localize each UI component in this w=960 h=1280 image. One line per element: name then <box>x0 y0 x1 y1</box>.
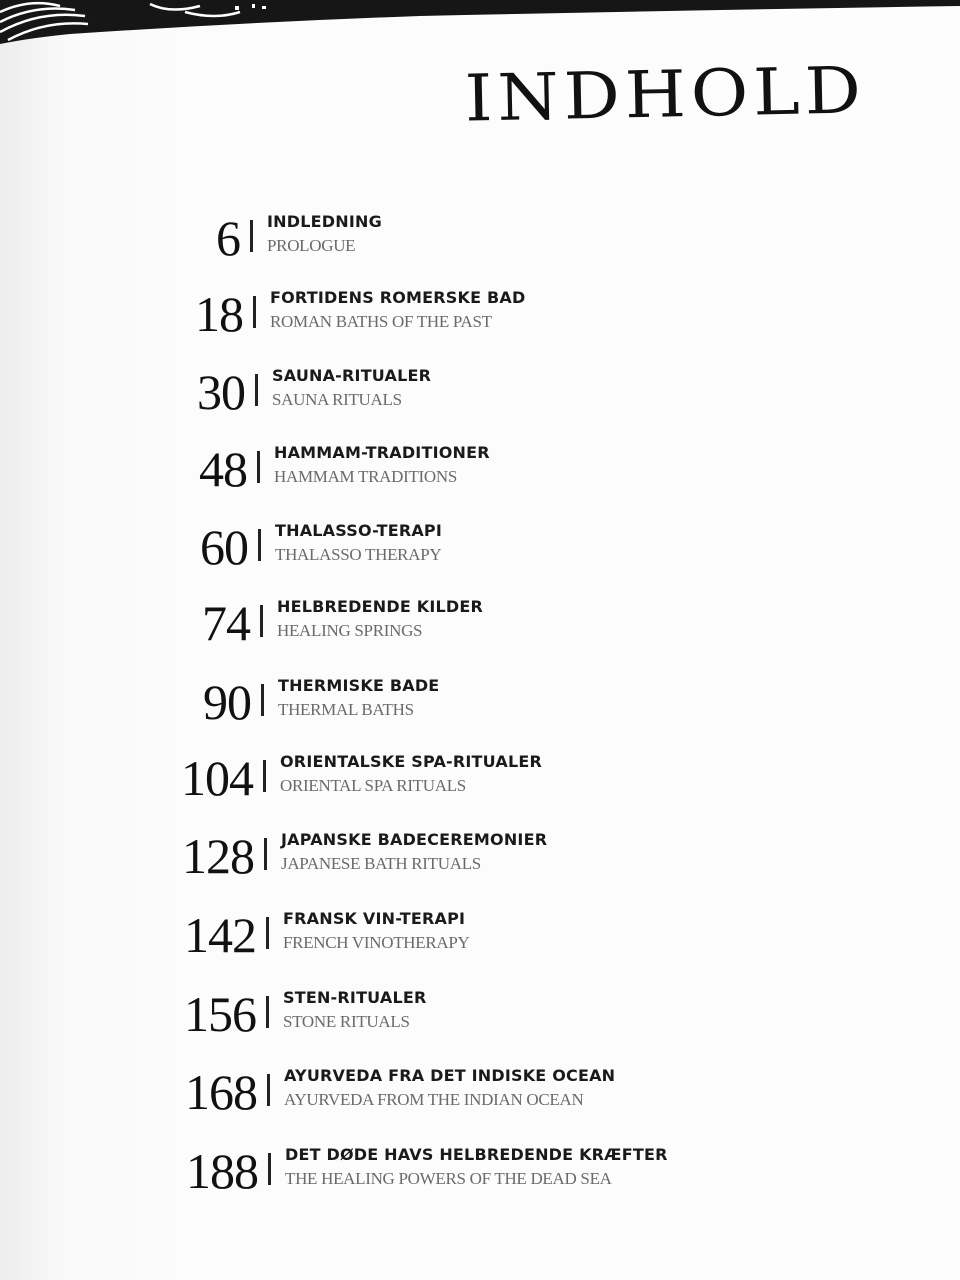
entry-heading: THALASSO-TERAPI <box>275 521 443 540</box>
page-title: INDHOLD <box>463 52 867 137</box>
page-number: 30 <box>197 364 245 420</box>
entry-heading: INDLEDNING <box>267 212 382 231</box>
entry-heading: HAMMAM-TRADITIONER <box>274 443 490 462</box>
entry-heading: STEN-RITUALER <box>283 988 427 1007</box>
divider <box>263 760 266 792</box>
entry-subtitle: HEALING SPRINGS <box>277 621 423 640</box>
entry-heading: JAPANSKE BADECEREMONIER <box>281 830 548 849</box>
page-number: 6 <box>216 210 240 266</box>
page-number: 90 <box>203 674 251 730</box>
divider <box>266 996 269 1028</box>
entry-subtitle: JAPANESE BATH RITUALS <box>281 854 481 873</box>
page-number: 18 <box>195 286 243 342</box>
page-number: 74 <box>202 595 250 651</box>
entry-subtitle: ORIENTAL SPA RITUALS <box>280 776 466 795</box>
entry-subtitle: ROMAN BATHS OF THE PAST <box>270 312 492 331</box>
entry-subtitle: THERMAL BATHS <box>278 700 414 719</box>
divider <box>258 529 261 561</box>
divider <box>268 1153 271 1185</box>
page-number: 142 <box>184 907 256 963</box>
entry-subtitle: SAUNA RITUALS <box>272 390 402 409</box>
divider <box>260 605 263 637</box>
divider <box>267 1074 270 1106</box>
entry-heading: AYURVEDA FRA DET INDISKE OCEAN <box>284 1066 616 1085</box>
entry-subtitle: FRENCH VINOTHERAPY <box>283 933 470 952</box>
divider <box>266 917 269 949</box>
entry-heading: FORTIDENS ROMERSKE BAD <box>270 288 526 307</box>
page-number: 104 <box>181 750 253 806</box>
entry-heading: FRANSK VIN-TERAPI <box>283 909 466 928</box>
entry-heading: DET DØDE HAVS HELBREDENDE KRÆFTER <box>285 1145 668 1164</box>
entry-subtitle: STONE RITUALS <box>283 1012 410 1031</box>
divider <box>264 838 267 870</box>
divider <box>261 684 264 716</box>
divider <box>255 374 258 406</box>
page-number: 188 <box>186 1143 258 1199</box>
entry-subtitle: PROLOGUE <box>267 236 356 255</box>
divider <box>257 451 260 483</box>
page-number: 48 <box>199 441 247 497</box>
divider <box>250 220 253 252</box>
entry-subtitle: AYURVEDA FROM THE INDIAN OCEAN <box>284 1090 584 1109</box>
divider <box>253 296 256 328</box>
entry-heading: SAUNA-RITUALER <box>272 366 432 385</box>
entry-subtitle: THE HEALING POWERS OF THE DEAD SEA <box>285 1169 612 1188</box>
entry-subtitle: THALASSO THERAPY <box>275 545 442 564</box>
page-number: 60 <box>200 519 248 575</box>
page-number: 168 <box>185 1064 257 1120</box>
entry-heading: THERMISKE BADE <box>278 676 440 695</box>
page-number: 128 <box>182 828 254 884</box>
entry-heading: HELBREDENDE KILDER <box>277 597 484 616</box>
entry-heading: ORIENTALSKE SPA-RITUALER <box>280 752 542 771</box>
entry-subtitle: HAMMAM TRADITIONS <box>274 467 458 486</box>
page-number: 156 <box>184 986 256 1042</box>
